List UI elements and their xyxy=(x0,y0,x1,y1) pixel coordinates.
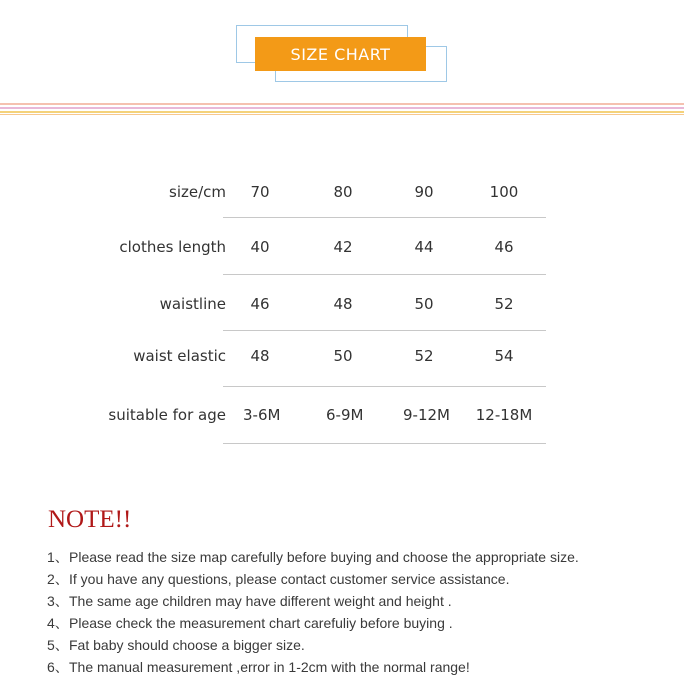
table-cell: 12-18M xyxy=(475,406,533,424)
table-cell: 3-6M xyxy=(243,406,281,424)
note-item xyxy=(47,547,677,569)
note-item xyxy=(47,657,677,679)
table-cell: 50 xyxy=(333,347,353,365)
table-cell: 100 xyxy=(489,183,519,201)
table-cell: 9-12M xyxy=(403,406,450,424)
note-number: 1、 xyxy=(47,549,69,565)
note-number: 5、 xyxy=(47,637,69,653)
table-cell: 54 xyxy=(494,347,514,365)
table-row xyxy=(0,328,684,384)
note-text: The manual measurement ,error in 1-2cm with the normal range! xyxy=(69,659,470,675)
note-item xyxy=(47,635,677,657)
note-item xyxy=(47,613,677,635)
row-divider xyxy=(223,443,546,444)
table-cell: 90 xyxy=(414,183,434,201)
table-row xyxy=(0,164,684,220)
table-row xyxy=(0,387,684,443)
note-text: Please read the size map carefully before buying and choose the appropriate size. xyxy=(69,549,579,565)
note-text: Fat baby should choose a bigger size. xyxy=(69,637,305,653)
row-label: waist elastic xyxy=(133,347,226,365)
note-item xyxy=(47,591,677,613)
table-cell: 52 xyxy=(494,295,514,313)
size-chart-header xyxy=(0,0,684,100)
table-cell: 80 xyxy=(333,183,353,201)
note-title: NOTE!! xyxy=(48,506,132,533)
note-number: 3、 xyxy=(47,593,69,609)
row-label: clothes length xyxy=(119,238,226,256)
note-item xyxy=(47,569,677,591)
row-divider xyxy=(223,217,546,218)
note-number: 2、 xyxy=(47,571,69,587)
decorative-stripe-2 xyxy=(0,107,684,109)
table-cell: 42 xyxy=(333,238,353,256)
table-cell: 40 xyxy=(250,238,270,256)
note-text: If you have any questions, please contact customer service assistance. xyxy=(69,571,510,587)
table-cell: 46 xyxy=(494,238,514,256)
table-cell: 44 xyxy=(414,238,434,256)
table-cell: 6-9M xyxy=(326,406,364,424)
table-row xyxy=(0,219,684,275)
table-cell: 52 xyxy=(414,347,434,365)
row-label: waistline xyxy=(159,295,226,313)
table-cell: 70 xyxy=(250,183,270,201)
note-text: Please check the measurement chart carefuliy before buying . xyxy=(69,615,453,631)
decorative-stripe-4 xyxy=(0,114,684,115)
table-cell: 50 xyxy=(414,295,434,313)
decorative-stripe-3 xyxy=(0,111,684,113)
note-number: 6、 xyxy=(47,659,69,675)
decorative-stripe-1 xyxy=(0,103,684,105)
row-label: size/cm xyxy=(169,183,226,201)
row-label: suitable for age xyxy=(108,406,226,424)
size-chart-title: SIZE CHART xyxy=(255,37,426,71)
table-cell: 48 xyxy=(333,295,353,313)
table-row xyxy=(0,276,684,332)
note-number: 4、 xyxy=(47,615,69,631)
table-cell: 48 xyxy=(250,347,270,365)
note-text: The same age children may have different weight and height . xyxy=(69,593,452,609)
row-divider xyxy=(223,274,546,275)
note-list xyxy=(47,547,677,679)
table-cell: 46 xyxy=(250,295,270,313)
